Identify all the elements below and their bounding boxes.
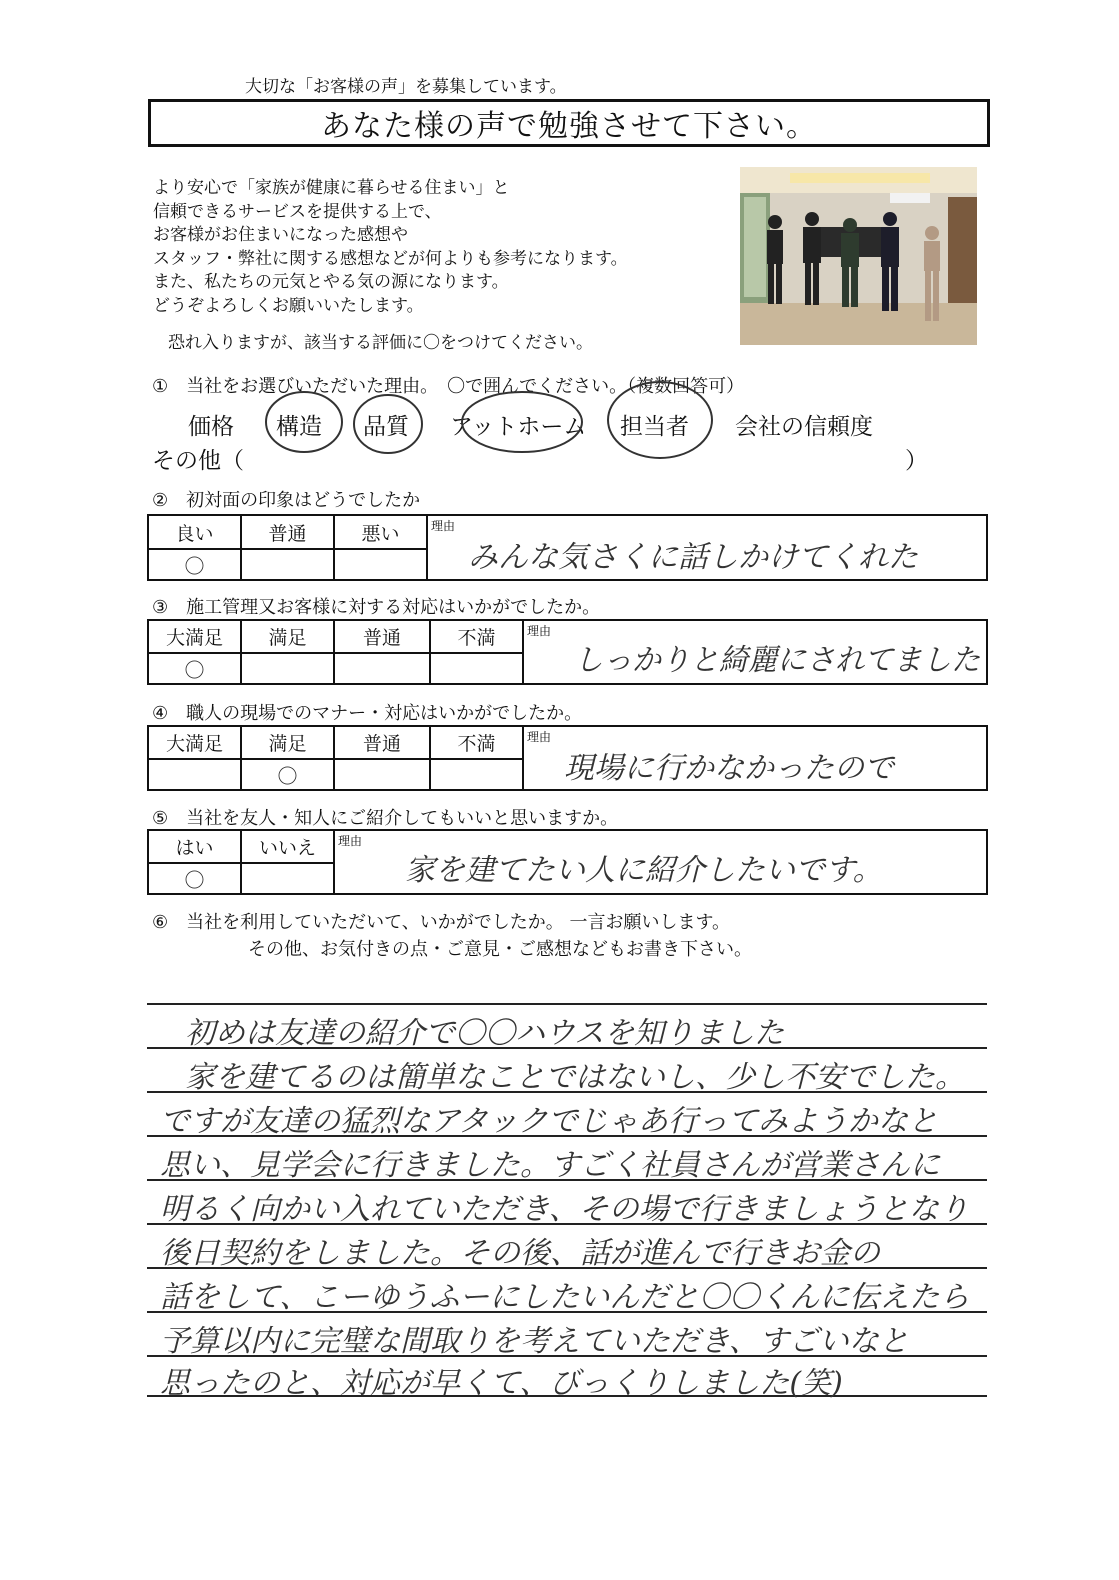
q3-col-dissatisfied: 不満 [430, 620, 523, 653]
comment-line: 明るく向かい入れていただき、その場で行きましょうとなり [160, 1192, 969, 1227]
page-title: あなた様の声で勉強させて下さい。 [148, 99, 990, 147]
comment-line: 思ったのと、対応が早くて、びっくりしました(笑) [160, 1366, 843, 1401]
q3-mark: 〇 [184, 658, 205, 682]
q4-empty-cell [430, 759, 523, 790]
q1-option-price: 価格 [188, 414, 234, 440]
q6-subheading: その他、お気付きの点・ご意見・ご感想などもお書き下さい。 [248, 939, 752, 960]
q1-other-label: その他（ [152, 448, 244, 474]
q2-reason-cell [427, 515, 987, 580]
q3-col-satisfied: 満足 [241, 620, 334, 653]
q5-col-yes: はい [148, 830, 241, 863]
q5-mark: 〇 [184, 868, 205, 892]
q1-option-structure: 構造 [276, 414, 322, 440]
q4-empty-cell [334, 759, 430, 790]
q2-col-good: 良い [148, 515, 241, 549]
comment-line: 思い、見学会に行きました。すごく社員さんが営業さんに [160, 1148, 940, 1183]
q4-col-very-satisfied: 大満足 [148, 726, 241, 759]
q3-reason-label: 理由 [527, 624, 552, 638]
q5-col-no: いいえ [241, 830, 334, 863]
q5-reason-text: 家を建てたい人に紹介したいです。 [405, 853, 883, 888]
q3-rating-table [147, 619, 988, 685]
q3-reason-text: しっかりと綺麗にされてました [574, 643, 981, 678]
q4-empty-cell [148, 759, 241, 790]
q2-empty-cell [241, 549, 334, 580]
q5-empty-cell [241, 863, 334, 894]
q2-empty-cell [334, 549, 427, 580]
q4-mark-cell [241, 759, 334, 790]
q2-reason-label: 理由 [431, 519, 456, 533]
q1-other-close: ） [905, 448, 928, 474]
q2-mark: 〇 [184, 554, 205, 578]
q3-mark-cell [148, 653, 241, 684]
q4-col-normal: 普通 [334, 726, 430, 759]
header-tagline: 大切な「お客様の声」を募集しています。 [245, 77, 567, 97]
q2-mark-cell [148, 549, 241, 580]
q2-rating-table [147, 514, 988, 581]
q1-handwritten-circles [260, 380, 730, 470]
q4-reason-label: 理由 [527, 730, 552, 744]
q3-col-very-satisfied: 大満足 [148, 620, 241, 653]
q4-col-dissatisfied: 不満 [430, 726, 523, 759]
q6-heading: ⑥ 当社を利用していただいて、いかがでしたか。 一言お願いします。 [152, 912, 731, 933]
q1-option-quality: 品質 [363, 414, 409, 440]
q4-col-satisfied: 満足 [241, 726, 334, 759]
q5-reason-label: 理由 [338, 834, 363, 848]
comment-line: 話をして、こーゆうふーにしたいんだと〇〇くんに伝えたら [160, 1280, 970, 1315]
q2-heading: ② 初対面の印象はどうでしたか [152, 490, 421, 511]
intro-text: より安心で「家族が健康に暮らせる住まい」と 信頼できるサービスを提供する上で、 お客様がお住まいになった感想や スタッフ・弊社に関する感想などが何よりも参考になります。 また、私たちの元気とやる気の源になります。 どうぞよろしくお願いいたします。 [153, 178, 628, 316]
staff-photo-image [740, 167, 977, 345]
q4-rating-table [147, 725, 988, 791]
q2-col-bad: 悪い [334, 515, 427, 549]
q1-heading: ① 当社をお選びいただいた理由。 〇で囲んでください。（複数回答可） [152, 376, 745, 397]
q4-heading: ④ 職人の現場でのマナー・対応はいかがでしたか。 [152, 703, 583, 724]
q3-heading: ③ 施工管理又お客様に対する対応はいかがでしたか。 [152, 597, 601, 618]
q1-option-trust: 会社の信頼度 [735, 414, 873, 440]
q3-reason-cell [523, 620, 987, 684]
q2-reason-text: みんな気さくに話しかけてくれた [468, 540, 918, 575]
q3-empty-cell [430, 653, 523, 684]
q3-col-normal: 普通 [334, 620, 430, 653]
q5-rating-table [147, 829, 988, 895]
q3-empty-cell [334, 653, 430, 684]
q4-reason-cell [523, 726, 987, 790]
comment-line: 予算以内に完璧な間取りを考えていただき、すごいなと [160, 1324, 909, 1359]
q2-col-normal: 普通 [241, 515, 334, 549]
q5-mark-cell [148, 863, 241, 894]
q1-option-staff: 担当者 [620, 414, 689, 440]
staff-photo [740, 167, 977, 345]
q4-mark: 〇 [277, 764, 298, 788]
comment-line: 後日契約をしました。その後、話が進んで行きお金の [160, 1236, 880, 1271]
q5-heading: ⑤ 当社を友人・知人にご紹介してもいいと思いますか。 [152, 808, 619, 829]
comment-line: 初めは友達の紹介で〇〇ハウスを知りました [185, 1016, 785, 1051]
comment-line: ですが友達の猛烈なアタックでじゃあ行ってみようかなと [160, 1104, 938, 1139]
q3-empty-cell [241, 653, 334, 684]
instruction-text: 恐れ入りますが、該当する評価に〇をつけてください。 [168, 333, 593, 353]
comment-line: 家を建てるのは簡単なことではないし、少し不安でした。 [185, 1060, 965, 1095]
q5-reason-cell [334, 830, 987, 894]
q1-option-athome: アットホーム [450, 414, 587, 440]
comment-rule [147, 1003, 987, 1005]
q4-reason-text: 現場に行かなかったので [564, 751, 894, 786]
